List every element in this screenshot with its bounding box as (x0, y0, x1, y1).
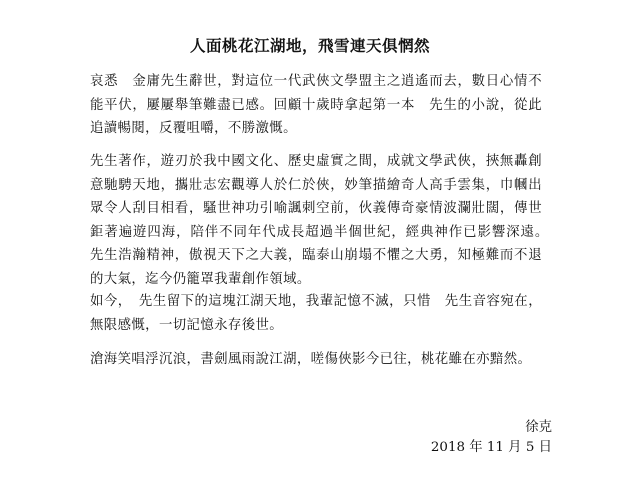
document-title: 人面桃花江湖地，飛雪連天俱惘然 (189, 36, 430, 55)
paragraph-1: 哀悉 金庸先生辭世，對這位一代武俠文學盟主之逍遙而去，數日心情不能平伏，屢屢舉筆難盡已感。回顧十歲時拿起第一本 先生的小說，從此追讀暢閱，反覆咀嚼，不勝激慨。 (90, 74, 542, 136)
paragraph-4: 滄海笑唱浮沉浪，書劍風雨說江湖，嗟傷俠影今已往，桃花雖在亦黯然。 (90, 352, 532, 367)
signature: 徐克 (525, 420, 552, 435)
paragraph-2: 先生著作，遊刃於我中國文化、歷史虛實之間，成就文學武俠，挾無轟創意馳騁天地，攜壯志宏觀導人於仁於俠，妙筆描繪奇人高手雲集，巾幗出眾令人刮目相看，騷世神功引喻諷刺空前，伙義傳奇豪情波瀾壯闊，傳世鉅著遍遊四海，陪伴不同年代成長超過半個世紀，經典神作已影響深遠。 先生浩瀚精神，傲視天下之大義，臨泰山崩塌不懼之大勇，知極難而不退的大氣，迄今仍籠罩我輩創作領域。 (90, 154, 556, 287)
paragraph-3: 如今， 先生留下的這塊江湖天地，我輩記憶不滅，只惜 先生音容宛在，無限感慨，一切記憶永存後世。 (90, 294, 542, 333)
signature-date: 2018 年 11 月 5 日 (430, 440, 552, 455)
